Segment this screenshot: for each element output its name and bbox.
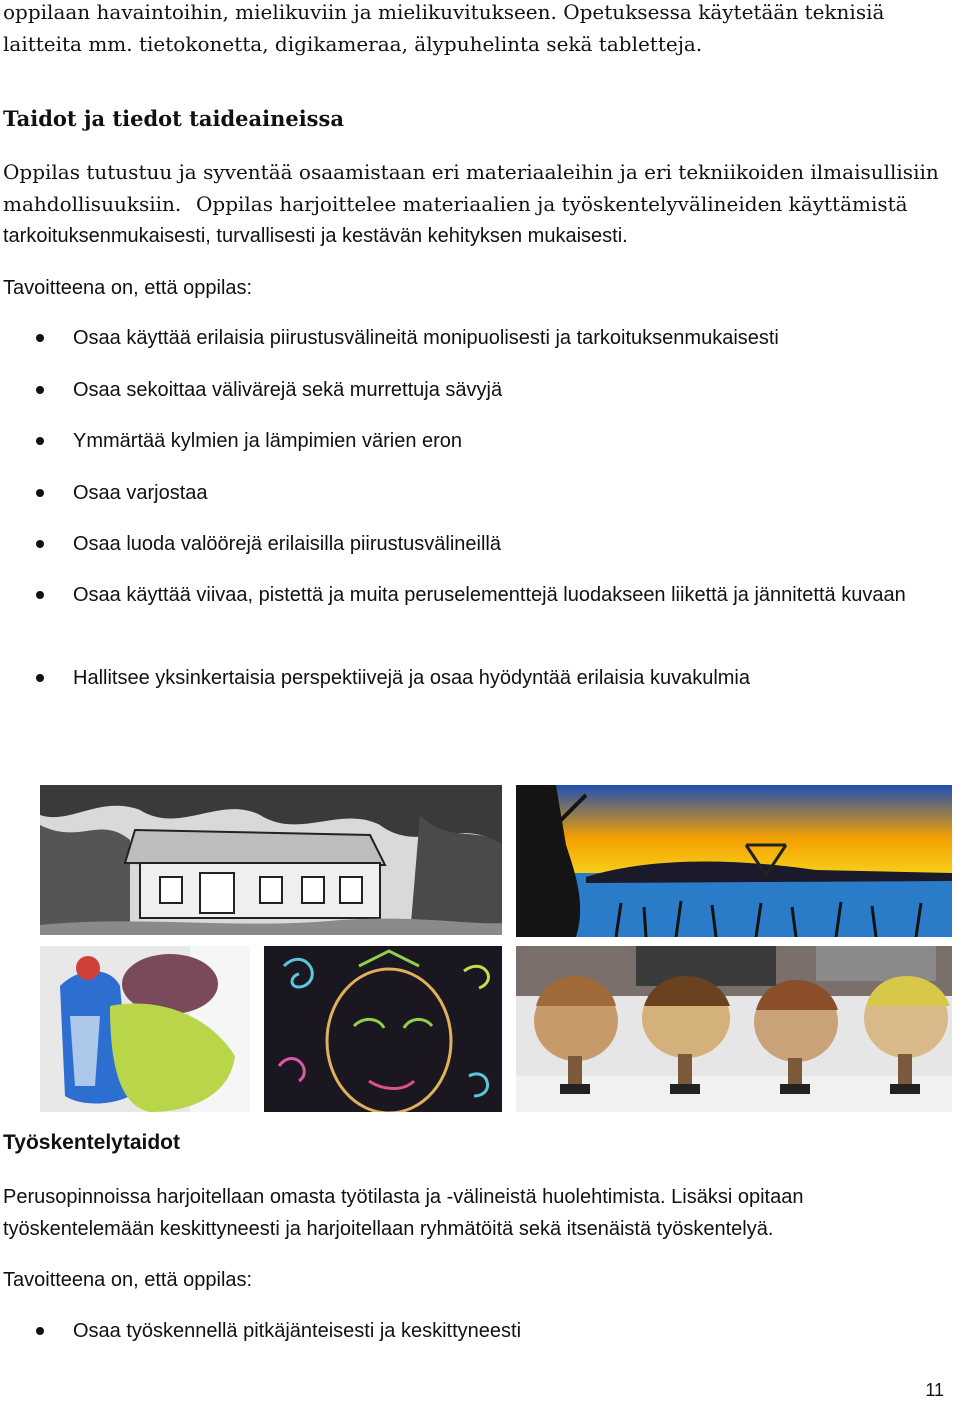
bullet-icon bbox=[36, 1327, 44, 1335]
list-item: Osaa luoda valöörejä erilaisilla piirustusvälineillä bbox=[36, 528, 948, 560]
bullet-icon bbox=[36, 591, 44, 599]
page-number: 11 bbox=[925, 1380, 944, 1400]
section-heading-skills: Taidot ja tiedot taideaineissa bbox=[3, 106, 344, 131]
papier-mache-heads bbox=[516, 946, 952, 1112]
section1-paragraph-a: Oppilas tutustuu ja syventää osaamistaan eri materiaaleihin ja eri tekniikoiden ilmaisullisiin mahdollisuuksiin. bbox=[3, 160, 939, 216]
section2-paragraph-line1: Perusopinnoissa harjoitellaan omasta työtilasta ja -välineistä huolehtimista. Lisäksi opitaan bbox=[3, 1186, 804, 1208]
list-item: Osaa sekoittaa välivärejä sekä murrettuja sävyjä bbox=[36, 374, 948, 406]
bullet-icon bbox=[36, 489, 44, 497]
scratch-face-artwork bbox=[264, 946, 502, 1112]
section2-paragraph-line2: työskentelemään keskittyneesti ja harjoitellaan ryhmätöitä sekä itsenäistä työskentelyä. bbox=[3, 1218, 774, 1240]
section2-goal-intro: Tavoitteena on, että oppilas: bbox=[3, 1269, 253, 1291]
list-item: Osaa varjostaa bbox=[36, 477, 948, 509]
list-item: Ymmärtää kylmien ja lämpimien värien eron bbox=[36, 425, 948, 457]
list-item: Hallitsee yksinkertaisia perspektiivejä ja osaa hyödyntää erilaisia kuvakulmia bbox=[36, 662, 948, 694]
section1-paragraph-b-line2: tarkoituksenmukaisesti, turvallisesti ja kestävän kehityksen mukaisesti. bbox=[3, 225, 628, 247]
ink-house-painting bbox=[40, 785, 502, 935]
section1-paragraph-b-line1: Oppilas harjoittelee materiaalien ja työskentelyvälineiden käyttämistä bbox=[196, 192, 908, 216]
list-item: Osaa työskennellä pitkäjänteisesti ja keskittyneesti bbox=[36, 1315, 948, 1347]
intro-line-1: oppilaan havaintoihin, mielikuviin ja mielikuvitukseen. Opetuksessa käytetään teknisiä bbox=[3, 0, 885, 24]
section1-goal-intro: Tavoitteena on, että oppilas: bbox=[3, 277, 253, 299]
paper-dress-sculpture bbox=[40, 946, 250, 1112]
bullet-icon bbox=[36, 334, 44, 342]
bullet-icon bbox=[36, 386, 44, 394]
list-item: Osaa käyttää erilaisia piirustusvälineitä monipuolisesti ja tarkoituksenmukaisesti bbox=[36, 322, 948, 354]
list-item: Osaa käyttää viivaa, pistettä ja muita peruselementtejä luodakseen liikettä ja jännitettä kuvaan bbox=[36, 579, 948, 611]
section-heading-work-skills: Työskentelytaidot bbox=[3, 1131, 180, 1154]
sunset-lake-painting bbox=[516, 785, 952, 937]
bullet-icon bbox=[36, 674, 44, 682]
bullet-icon bbox=[36, 437, 44, 445]
bullet-icon bbox=[36, 540, 44, 548]
intro-line-2: laitteita mm. tietokonetta, digikameraa, älypuhelinta sekä tabletteja. bbox=[3, 32, 703, 56]
